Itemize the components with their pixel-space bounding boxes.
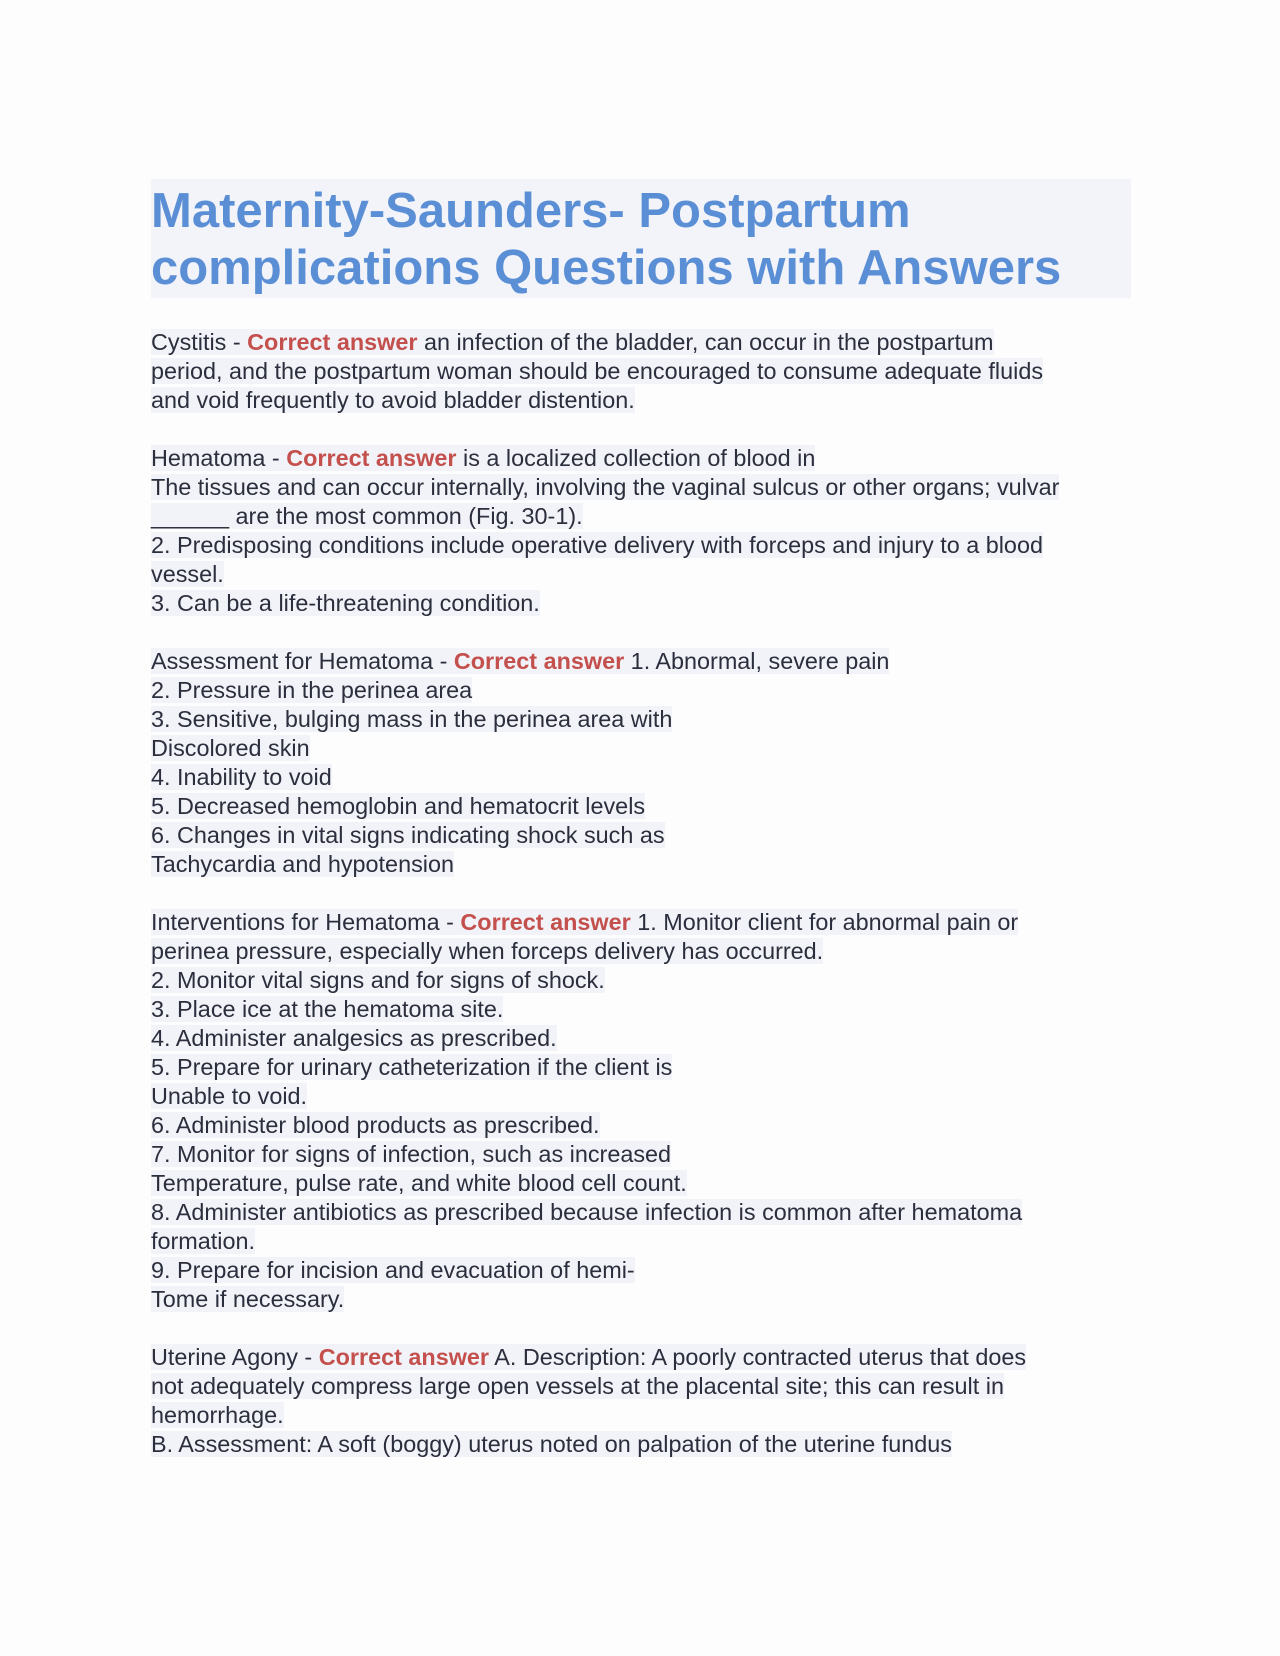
qa-item-assessment-hematoma [151,647,1131,879]
qa-item-hematoma [151,444,1131,618]
qa-answer-start: A. Description: A poorly contracted uterus that does [489,1344,1027,1370]
qa-line: not adequately compress large open vessels at the placental site; this can result in [151,1373,1004,1399]
qa-line: 5. Decreased hemoglobin and hematocrit levels [151,793,646,819]
correct-answer-label: Correct answer [247,329,418,355]
qa-first-line [151,908,1131,937]
qa-line: Unable to void. [151,1083,308,1109]
qa-line: 2. Monitor vital signs and for signs of shock. [151,967,605,993]
qa-answer-start: an infection of the bladder, can occur in the postpartum [417,329,994,355]
qa-line: formation. [151,1228,256,1254]
qa-term: Assessment for Hematoma - [151,648,454,674]
qa-line: 7. Monitor for signs of infection, such as increased [151,1141,672,1167]
qa-term: Interventions for Hematoma - [151,909,461,935]
qa-answer-start: 1. Abnormal, severe pain [624,648,890,674]
qa-line: 3. Sensitive, bulging mass in the perinea area with [151,706,673,732]
qa-line: period, and the postpartum woman should be encouraged to consume adequate fluids [151,358,1044,384]
qa-line: 4. Administer analgesics as prescribed. [151,1025,557,1051]
document-title [151,179,1131,298]
qa-first-line [151,328,1131,357]
correct-answer-label: Correct answer [453,648,625,674]
correct-answer-label: Correct answer [318,1344,490,1370]
qa-line: The tissues and can occur internally, involving the vaginal sulcus or other organs; vulvar [151,474,1060,500]
title-line: Maternity-Saunders- Postpartum [151,184,911,238]
qa-term: Cystitis - [151,329,248,355]
qa-line: 2. Pressure in the perinea area [151,677,473,703]
qa-line: 5. Prepare for urinary catheterization if the client is [151,1054,673,1080]
qa-line: 9. Prepare for incision and evacuation of hemi- [151,1257,635,1283]
qa-line: 3. Can be a life-threatening condition. [151,590,540,616]
correct-answer-label: Correct answer [286,445,457,471]
qa-item-cystitis [151,328,1131,415]
qa-line: Tome if necessary. [151,1286,345,1312]
qa-line: 3. Place ice at the hematoma site. [151,996,504,1022]
qa-item-uterine-agony [151,1343,1131,1459]
qa-first-line [151,1343,1131,1372]
correct-answer-label: Correct answer [460,909,631,935]
qa-line: hemorrhage. [151,1402,284,1428]
qa-line: 6. Changes in vital signs indicating shock such as [151,822,665,848]
qa-first-line [151,647,1131,676]
qa-term: Hematoma - [151,445,287,471]
qa-line: Discolored skin [151,735,310,761]
qa-line: 8. Administer antibiotics as prescribed because infection is common after hematoma [151,1199,1023,1225]
qa-term: Uterine Agony - [151,1344,319,1370]
qa-line: vessel. [151,561,224,587]
qa-line: ______ are the most common (Fig. 30-1). [151,503,583,529]
qa-line: Temperature, pulse rate, and white blood cell count. [151,1170,687,1196]
qa-item-interventions-hematoma [151,908,1131,1314]
title-line: complications Questions with Answers [151,241,1062,295]
qa-line: 4. Inability to void [151,764,332,790]
document-page [151,179,1131,1459]
qa-line: Tachycardia and hypotension [151,851,454,877]
qa-answer-start: is a localized collection of blood in [456,445,816,471]
qa-line: perinea pressure, especially when forceps delivery has occurred. [151,938,824,964]
qa-answer-start: 1. Monitor client for abnormal pain or [630,909,1019,935]
qa-line: 6. Administer blood products as prescribed. [151,1112,600,1138]
qa-first-line [151,444,1131,473]
qa-line: and void frequently to avoid bladder distention. [151,387,635,413]
qa-line: B. Assessment: A soft (boggy) uterus noted on palpation of the uterine fundus [151,1431,952,1457]
qa-line: 2. Predisposing conditions include operative delivery with forceps and injury to a blood [151,532,1043,558]
